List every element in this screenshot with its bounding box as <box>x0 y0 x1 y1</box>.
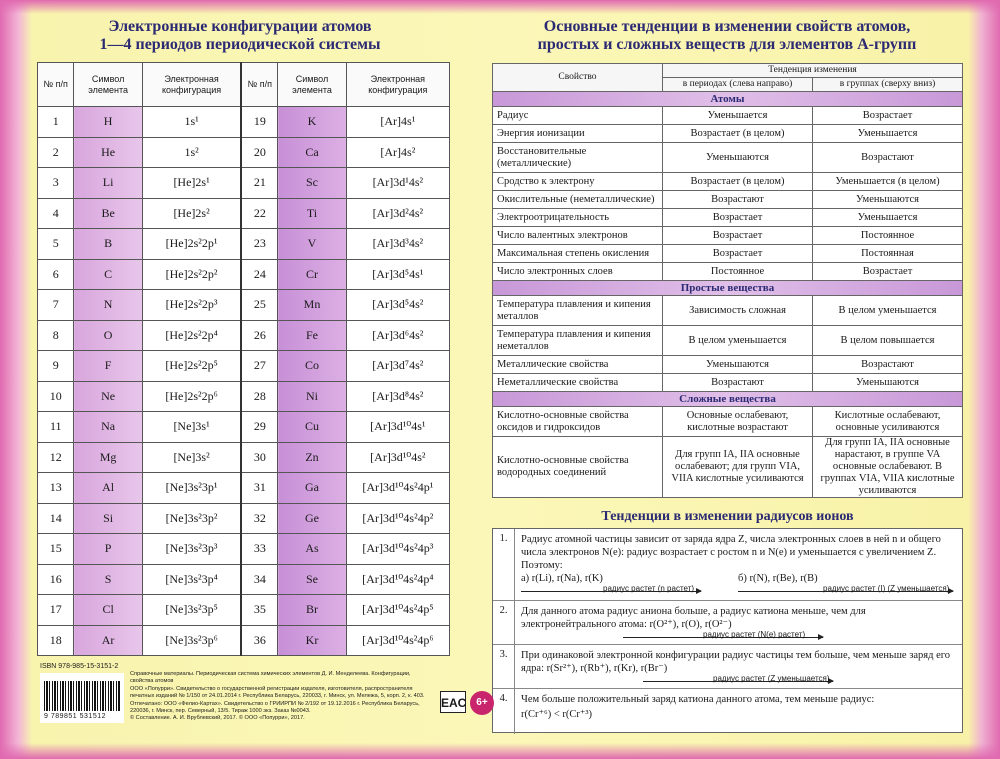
table-row <box>493 356 963 374</box>
ion-item-2: 2. Для данного атома радиус аниона больше, а радиус катиона меньше, чем для электронейтрального атома: r(O²⁺), r(O), r(O²⁻) радиус растет (N(e) растет) <box>493 601 962 645</box>
element-number: 5 <box>38 229 74 260</box>
groups-cell: Уменьшается (в целом) <box>813 173 963 191</box>
periods-cell: Возрастает (в целом) <box>663 125 813 143</box>
element-config: 1s¹ <box>142 107 241 138</box>
periods-cell: Зависимость сложная <box>663 296 813 326</box>
element-config: [He]2s²2p² <box>142 259 241 290</box>
header-trend: Тенденция изменения <box>663 64 963 78</box>
element-symbol: F <box>74 351 142 382</box>
element-symbol: S <box>74 564 142 595</box>
table-row <box>493 245 963 263</box>
element-symbol: Si <box>74 503 142 534</box>
element-symbol: Al <box>74 473 142 504</box>
element-number: 24 <box>241 259 277 290</box>
property-cell: Максимальная степень окисления <box>493 245 663 263</box>
eac-mark-icon: EAC <box>440 691 466 713</box>
element-number: 14 <box>38 503 74 534</box>
groups-cell: Постоянное <box>813 227 963 245</box>
table-row <box>493 227 963 245</box>
table-row <box>493 209 963 227</box>
property-cell: Число электронных слоев <box>493 263 663 281</box>
table-row <box>38 320 450 351</box>
groups-cell: Уменьшается <box>813 125 963 143</box>
element-symbol: Cr <box>278 259 346 290</box>
element-number: 21 <box>241 168 277 199</box>
periods-cell: Возрастает <box>663 209 813 227</box>
element-config: [He]2s²2p⁵ <box>142 351 241 382</box>
element-symbol: H <box>74 107 142 138</box>
property-cell: Температура плавления и кипения неметаллов <box>493 326 663 356</box>
table-row <box>38 412 450 443</box>
element-number: 32 <box>241 503 277 534</box>
element-number: 10 <box>38 381 74 412</box>
table-row <box>38 534 450 565</box>
element-symbol: He <box>74 137 142 168</box>
property-cell: Окислительные (неметаллические) <box>493 191 663 209</box>
element-config: [Ne]3s² <box>142 442 241 473</box>
groups-cell: Для групп IA, IIA основные нарастают, в группе VA основные ослабевают. В группах VIA, VIIA кислотные усиливаются <box>813 437 963 498</box>
tendencies-table <box>492 63 963 498</box>
element-config: [He]2s²2p¹ <box>142 229 241 260</box>
element-config: [Ar]3d¹⁰4s²4p⁵ <box>346 595 449 626</box>
element-symbol: Zn <box>278 442 346 473</box>
element-symbol: Cl <box>74 595 142 626</box>
element-config: [He]2s²2p⁶ <box>142 381 241 412</box>
element-number: 11 <box>38 412 74 443</box>
ion-item-1: 1. Радиус атомной частицы зависит от заряда ядра Z, числа электронных слоев в ней n и общего числа электронов N(e): радиус возрастает с ростом n и N(e) и уменьшается с увеличением Z. Поэтому: а) r(Li), r(Na), r(K) радиус растет (n растет) б) r(N), r(Be), r(B) радиус растет (I) (Z уменьшается) <box>493 529 962 601</box>
groups-cell: В целом уменьшается <box>813 296 963 326</box>
element-symbol: Ne <box>74 381 142 412</box>
periods-cell: Возрастает <box>663 227 813 245</box>
element-config: [He]2s²2p³ <box>142 290 241 321</box>
periods-cell: Возрастает <box>663 245 813 263</box>
element-number: 22 <box>241 198 277 229</box>
element-symbol: Ar <box>74 625 142 656</box>
element-symbol: Ge <box>278 503 346 534</box>
property-cell: Кислотно-основные свойства водородных соединений <box>493 437 663 498</box>
element-symbol: Cu <box>278 412 346 443</box>
table-row <box>493 191 963 209</box>
element-symbol: B <box>74 229 142 260</box>
element-number: 4 <box>38 198 74 229</box>
table-row <box>38 168 450 199</box>
element-number: 31 <box>241 473 277 504</box>
element-symbol: Br <box>278 595 346 626</box>
element-config: [Ne]3s²3p³ <box>142 534 241 565</box>
periods-cell: В целом уменьшается <box>663 326 813 356</box>
element-symbol: Mg <box>74 442 142 473</box>
element-symbol: Ca <box>278 137 346 168</box>
element-config: [Ar]3d²4s² <box>346 198 449 229</box>
groups-cell: Уменьшаются <box>813 191 963 209</box>
table-row <box>493 437 963 498</box>
table-row <box>38 503 450 534</box>
element-symbol: Sc <box>278 168 346 199</box>
element-number: 6 <box>38 259 74 290</box>
periods-cell: Для групп IA, IIA основные ослабевают; для групп VIA, VIIA кислотные усиливаются <box>663 437 813 498</box>
element-symbol: Kr <box>278 625 346 656</box>
element-number: 19 <box>241 107 277 138</box>
element-symbol: Ni <box>278 381 346 412</box>
table-row <box>493 143 963 173</box>
right-title: Основные тенденции в изменении свойств атомов, простых и сложных веществ для элементов А-групп <box>537 18 917 53</box>
element-number: 29 <box>241 412 277 443</box>
property-cell: Электроотрицательность <box>493 209 663 227</box>
table-row <box>38 198 450 229</box>
element-config: [Ar]3d¹⁰4s² <box>346 442 449 473</box>
element-symbol: Ga <box>278 473 346 504</box>
table-row <box>493 125 963 143</box>
element-config: [Ar]3d¹⁰4s²4p² <box>346 503 449 534</box>
element-symbol: Co <box>278 351 346 382</box>
element-config: [He]2s²2p⁴ <box>142 320 241 351</box>
element-config: [Ar]3d⁵4s² <box>346 290 449 321</box>
element-number: 33 <box>241 534 277 565</box>
groups-cell: Возрастает <box>813 263 963 281</box>
barcode: 9 789851 531512 <box>40 673 124 723</box>
element-number: 25 <box>241 290 277 321</box>
element-symbol: C <box>74 259 142 290</box>
element-config: [He]2s¹ <box>142 168 241 199</box>
element-symbol: Se <box>278 564 346 595</box>
table-row <box>493 173 963 191</box>
element-symbol: As <box>278 534 346 565</box>
header-groups: в группах (сверху вниз) <box>813 78 963 92</box>
table-row <box>493 263 963 281</box>
element-config: [Ne]3s²3p² <box>142 503 241 534</box>
element-config: [Ar]3d¹⁰4s²4p⁶ <box>346 625 449 656</box>
element-number: 1 <box>38 107 74 138</box>
element-symbol: Mn <box>278 290 346 321</box>
element-number: 16 <box>38 564 74 595</box>
header-config: Электронная конфигурация <box>142 63 241 107</box>
ion-radius-title: Тенденции в изменении радиусов ионов <box>601 509 854 524</box>
table-row <box>493 296 963 326</box>
table-row <box>38 229 450 260</box>
element-symbol: N <box>74 290 142 321</box>
element-number: 13 <box>38 473 74 504</box>
section-header: Простые вещества <box>493 281 963 296</box>
table-row <box>38 351 450 382</box>
element-symbol: Ti <box>278 198 346 229</box>
header-symbol: Символ элемента <box>278 63 346 107</box>
section-header: Атомы <box>493 92 963 107</box>
element-symbol: V <box>278 229 346 260</box>
age-rating-badge: 6+ <box>470 691 494 715</box>
groups-cell: Возрастают <box>813 356 963 374</box>
element-config: [Ar]3d¹⁰4s²4p³ <box>346 534 449 565</box>
element-number: 18 <box>38 625 74 656</box>
element-config: [Ar]3d⁶4s² <box>346 320 449 351</box>
property-cell: Число валентных электронов <box>493 227 663 245</box>
element-symbol: O <box>74 320 142 351</box>
groups-cell: Уменьшается <box>813 209 963 227</box>
header-symbol: Символ элемента <box>74 63 142 107</box>
table-row <box>38 290 450 321</box>
ion-radius-box <box>492 528 963 733</box>
element-config: [Ar]3d¹⁰4s¹ <box>346 412 449 443</box>
element-config: [Ar]3d⁸4s² <box>346 381 449 412</box>
element-config: [Ne]3s²3p⁵ <box>142 595 241 626</box>
element-symbol: Na <box>74 412 142 443</box>
groups-cell: Уменьшаются <box>813 374 963 392</box>
periods-cell: Возрастают <box>663 191 813 209</box>
element-number: 7 <box>38 290 74 321</box>
element-config: [Ne]3s²3p¹ <box>142 473 241 504</box>
element-number: 8 <box>38 320 74 351</box>
property-cell: Восстановительные (металлические) <box>493 143 663 173</box>
property-cell: Неметаллические свойства <box>493 374 663 392</box>
element-config: [Ar]3d¹⁰4s²4p¹ <box>346 473 449 504</box>
element-config: [Ne]3s¹ <box>142 412 241 443</box>
periods-cell: Возрастают <box>663 374 813 392</box>
element-symbol: P <box>74 534 142 565</box>
ion-item-3: 3. При одинаковой электронной конфигурации радиус частицы тем больше, чем меньше заряд его ядра: r(Sr²⁺), r(Rb⁺), r(Kr), r(Br⁻) радиус растет (Z уменьшается) <box>493 645 962 689</box>
barcode-bars-icon <box>44 681 120 711</box>
property-cell: Кислотно-основные свойства оксидов и гидроксидов <box>493 407 663 437</box>
element-config: [Ar]3d³4s² <box>346 229 449 260</box>
groups-cell: Постоянная <box>813 245 963 263</box>
element-number: 28 <box>241 381 277 412</box>
table-row <box>38 381 450 412</box>
property-cell: Энергия ионизации <box>493 125 663 143</box>
periods-cell: Уменьшается <box>663 107 813 125</box>
element-number: 34 <box>241 564 277 595</box>
element-config: [Ar]4s² <box>346 137 449 168</box>
element-number: 26 <box>241 320 277 351</box>
element-number: 30 <box>241 442 277 473</box>
table-row <box>38 107 450 138</box>
header-num: № п/п <box>38 63 74 107</box>
groups-cell: Возрастают <box>813 143 963 173</box>
left-title: Электронные конфигурации атомов 1—4 периодов периодической системы <box>99 18 381 53</box>
table-header-row <box>38 63 450 107</box>
element-number: 9 <box>38 351 74 382</box>
table-row <box>38 564 450 595</box>
element-symbol: Li <box>74 168 142 199</box>
element-number: 35 <box>241 595 277 626</box>
property-cell: Радиус <box>493 107 663 125</box>
isbn: ISBN 978-985-15-3151-2 <box>40 663 119 670</box>
section-header: Сложные вещества <box>493 392 963 407</box>
element-number: 23 <box>241 229 277 260</box>
element-config: [Ar]3d⁷4s² <box>346 351 449 382</box>
element-number: 12 <box>38 442 74 473</box>
element-number: 15 <box>38 534 74 565</box>
table-row <box>493 407 963 437</box>
periods-cell: Возрастает (в целом) <box>663 173 813 191</box>
element-symbol: Fe <box>278 320 346 351</box>
property-cell: Сродство к электрону <box>493 173 663 191</box>
element-number: 17 <box>38 595 74 626</box>
element-number: 3 <box>38 168 74 199</box>
table-row <box>493 374 963 392</box>
table-row <box>38 625 450 656</box>
element-config: [Ne]3s²3p⁶ <box>142 625 241 656</box>
ion-item-4: 4. Чем больше положительный заряд катиона данного атома, тем меньше радиус: r(Cr⁺⁶) < r(Cr⁺³) <box>493 689 962 734</box>
element-symbol: Be <box>74 198 142 229</box>
table-row <box>493 326 963 356</box>
periods-cell: Основные ослабевают, кислотные возрастают <box>663 407 813 437</box>
periods-cell: Уменьшаются <box>663 143 813 173</box>
electron-config-table <box>37 62 450 656</box>
table-row <box>38 473 450 504</box>
property-cell: Металлические свойства <box>493 356 663 374</box>
header-property: Свойство <box>493 64 663 92</box>
element-number: 2 <box>38 137 74 168</box>
element-number: 27 <box>241 351 277 382</box>
periods-cell: Уменьшаются <box>663 356 813 374</box>
element-number: 36 <box>241 625 277 656</box>
element-config: [Ar]3d⁵4s¹ <box>346 259 449 290</box>
periods-cell: Постоянное <box>663 263 813 281</box>
table-row <box>38 442 450 473</box>
element-number: 20 <box>241 137 277 168</box>
element-config: [Ar]3d¹4s² <box>346 168 449 199</box>
header-num: № п/п <box>241 63 277 107</box>
table-row <box>493 107 963 125</box>
table-row <box>38 259 450 290</box>
groups-cell: В целом повышается <box>813 326 963 356</box>
table-row <box>38 137 450 168</box>
element-config: 1s² <box>142 137 241 168</box>
element-config: [Ne]3s²3p⁴ <box>142 564 241 595</box>
groups-cell: Кислотные ослабевают, основные усиливаются <box>813 407 963 437</box>
groups-cell: Возрастает <box>813 107 963 125</box>
element-config: [Ar]3d¹⁰4s²4p⁴ <box>346 564 449 595</box>
property-cell: Температура плавления и кипения металлов <box>493 296 663 326</box>
imprint-text: Справочные материалы. Периодическая система химических элементов Д. И. Менделеева. Конфигурации, свойства атомов ООО «Попурри». Свидетельство о государственной регистрации издателя, изготовителя, распространителя печатных изданий № 1/150 от 24.01.2014 г. Республика Беларусь, 220033, г. Минск, ул. Мележа, 5, корп. 2, к. 403. Отпечатано: ООО «Фелио-Картах». Свидетельство о ГРИИРПИ № 2/192 от 19.12.2016 г. Республика Беларусь, 220036, г. Минск, пер. Северный, 13/5. Тираж 1000 экз. Заказ №0043. © Составление. А. И. Врублевский, 2017. © ООО «Попурри», 2017. <box>130 671 425 722</box>
header-periods: в периодах (слева направо) <box>663 78 813 92</box>
element-symbol: K <box>278 107 346 138</box>
element-config: [Ar]4s¹ <box>346 107 449 138</box>
element-config: [He]2s² <box>142 198 241 229</box>
table-row <box>38 595 450 626</box>
header-config: Электронная конфигурация <box>346 63 449 107</box>
